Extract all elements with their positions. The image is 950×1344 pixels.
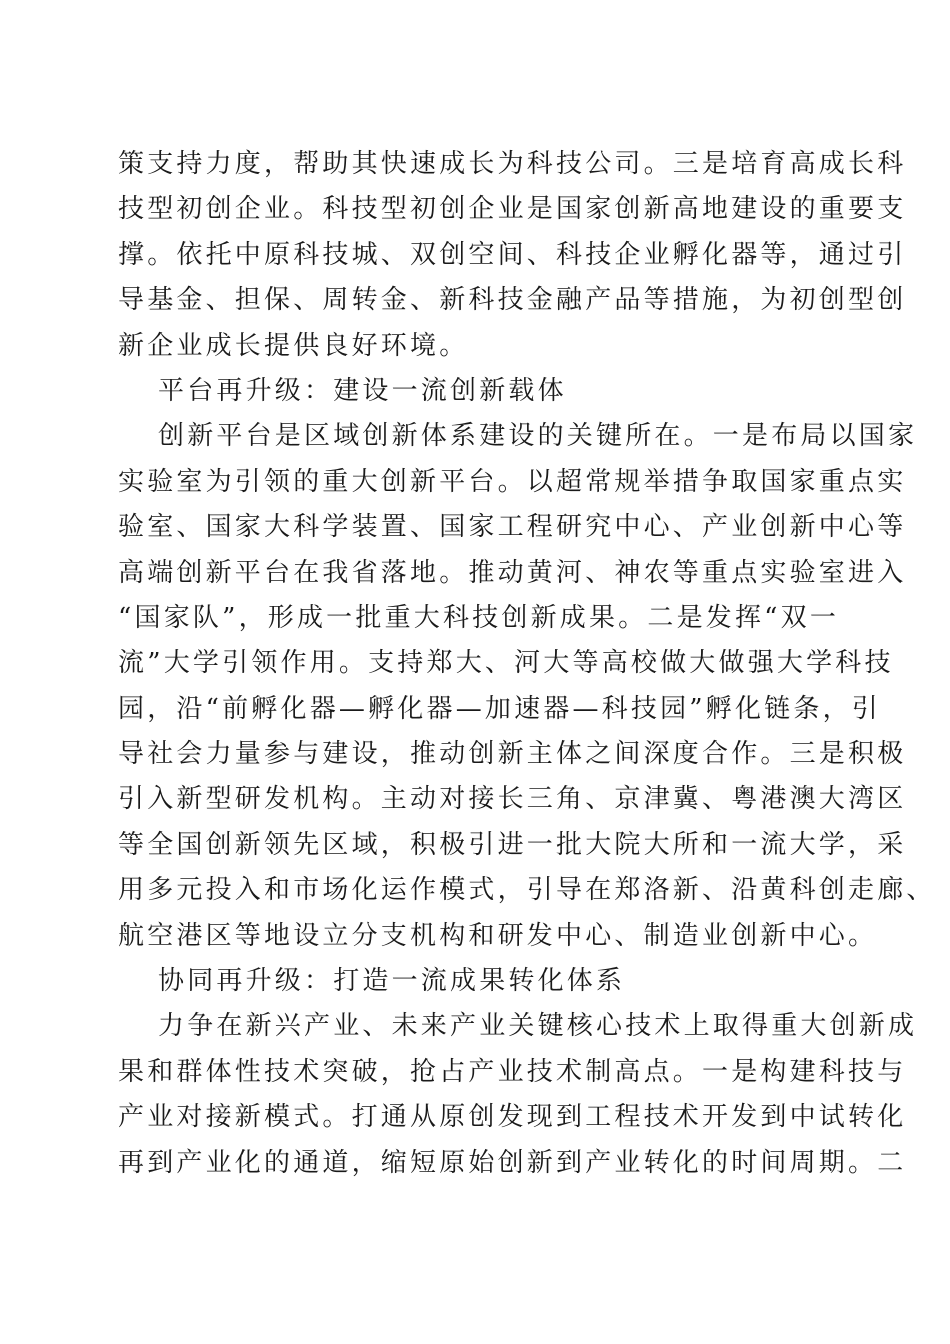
text-line: 策支持力度，帮助其快速成长为科技公司。三是培育高成长科: [118, 149, 907, 179]
text-line: 力争在新兴产业、未来产业关键核心技术上取得重大创新成: [158, 1011, 918, 1042]
document-body: [118, 142, 936, 1186]
text-line: 高端创新平台在我省落地。推动黄河、神农等重点实验室进入: [118, 557, 907, 588]
text-line: 引入新型研发机构。主动对接长三角、京津冀、粤港澳大湾区: [118, 784, 907, 815]
section-heading-platform: [118, 369, 830, 414]
text-line: 产业对接新模式。打通从原创发现到工程技术开发到中试转化: [118, 1102, 907, 1133]
text-line: 撑。依托中原科技城、双创空间、科技企业孵化器等，通过引: [118, 239, 907, 270]
text-line: 航空港区等地设立分支机构和研发中心、制造业创新中心。: [118, 920, 878, 951]
heading-text: 协同再升级：打造一流成果转化体系: [158, 966, 626, 997]
paragraph-platform: [118, 414, 936, 959]
text-line: 园，沿“前孵化器—孵化器—加速器—科技园”孵化链条，引: [118, 693, 881, 724]
paragraph-collaboration: [118, 1004, 918, 1186]
text-line: 导基金、担保、周转金、新科技金融产品等措施，为初创型创: [118, 285, 907, 316]
section-heading-collaboration: [118, 959, 830, 1004]
text-line: 新企业成长提供良好环境。: [118, 330, 469, 361]
text-line: 再到产业化的通道，缩短原始创新到产业转化的时间周期。二: [118, 1147, 907, 1178]
text-line: 等全国创新领先区域，积极引进一批大院大所和一流大学，采: [118, 829, 907, 860]
text-line: 导社会力量参与建设，推动创新主体之间深度合作。三是积极: [118, 739, 907, 770]
text-line: 实验室为引领的重大创新平台。以超常规举措争取国家重点实: [118, 466, 907, 497]
text-line: 用多元投入和市场化运作模式，引导在郑洛新、沿黄科创走廊、: [118, 875, 936, 906]
text-line: 果和群体性技术突破，抢占产业技术制高点。一是构建科技与: [118, 1056, 907, 1087]
text-line: 验室、国家大科学装置、国家工程研究中心、产业创新中心等: [118, 512, 907, 543]
heading-text: 平台再升级：建设一流创新载体: [158, 375, 567, 406]
text-line: 创新平台是区域创新体系建设的关键所在。一是布局以国家: [158, 421, 918, 452]
paragraph-continuation: [118, 142, 907, 369]
text-line: “国家队”，形成一批重大科技创新成果。二是发挥“双一: [118, 602, 840, 633]
text-line: 技型初创企业。科技型初创企业是国家创新高地建设的重要支: [118, 194, 907, 225]
text-line: 流”大学引领作用。支持郑大、河大等高校做大做强大学科技: [118, 648, 894, 679]
